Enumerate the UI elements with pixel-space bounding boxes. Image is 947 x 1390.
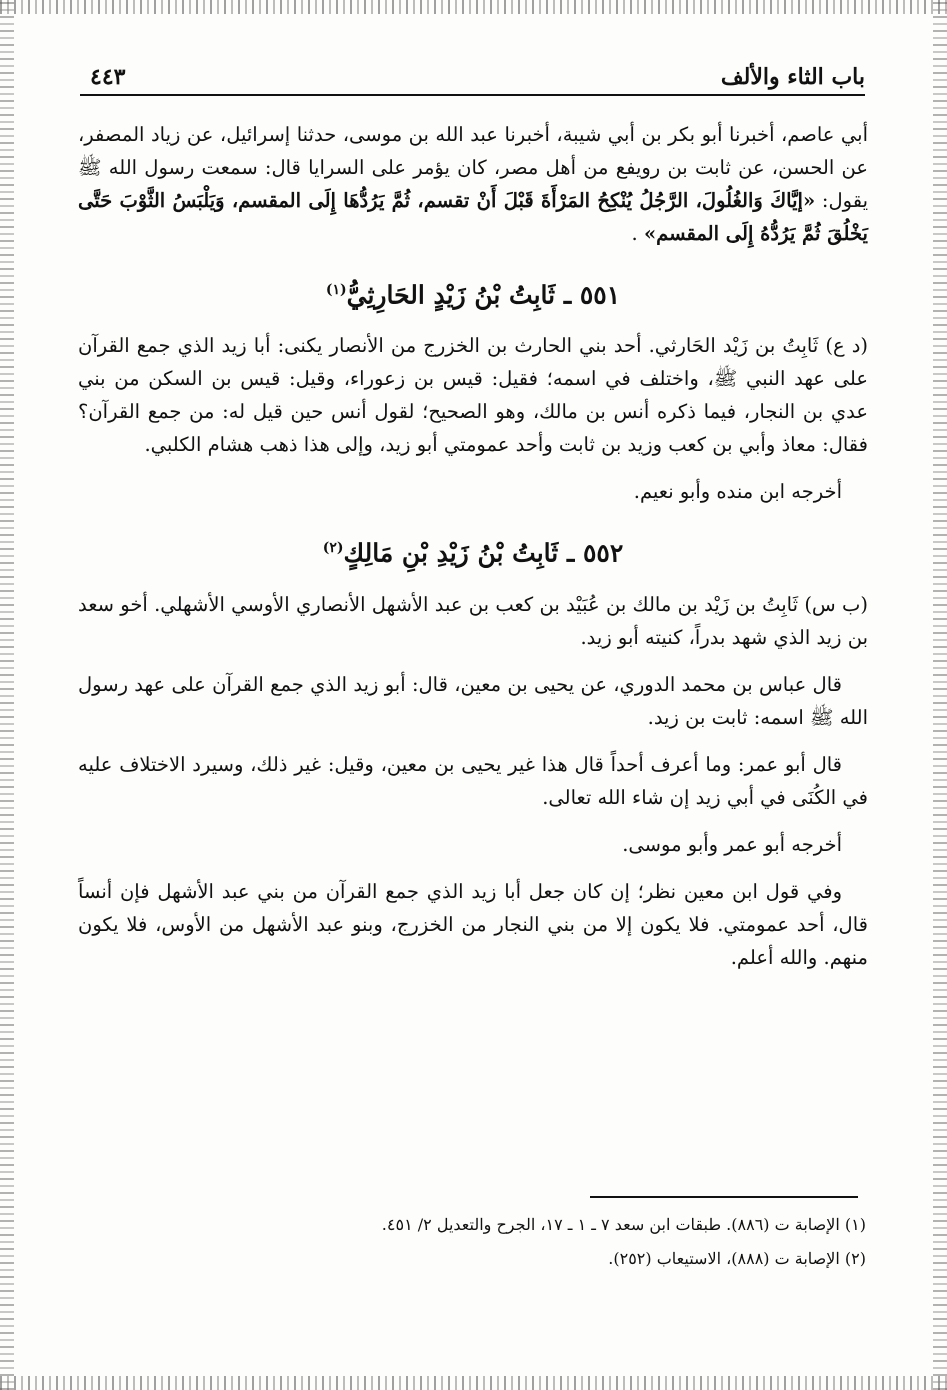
entry-552-paragraph-1: (ب س) ثَابِتُ بن زَيْد بن مالك بن عُبَيْد بن كعب بن عبد الأشهل الأنصاري الأوسي الأشهلي. أخو سعد بن زيد الذي شهد بدراً، كنيته أبو زيد. (78, 592, 868, 649)
entry-552-paragraph-4: وفي قول ابن معين نظر؛ إن كان جعل أبا زيد الذي جمع القرآن من بني عبد الأشهل فإن أنساً قال، أحد عمومتي. فلا يكون إلا من بني النجار من الخزرج، وبنو عبد الأشهل من الأوس، فلا يكون منهم. والله أعلم. (78, 879, 868, 969)
paragraph-1-end: . (631, 222, 638, 245)
footnote-separator (590, 1196, 858, 1198)
ornamental-border-right (933, 0, 947, 1390)
entry-551-title (78, 274, 868, 311)
page-number: ٤٤٣ (90, 64, 126, 90)
ornamental-border-top (0, 0, 947, 14)
entry-552-footnote-ref: (٢) (322, 540, 344, 557)
entry-551-source: أخرجه ابن منده وأبو نعيم. (633, 480, 842, 504)
footnote-2: (٢) الإصابة ت (٨٨٨)، الاستيعاب (٢٥٢). (608, 1249, 866, 1268)
entry-552-title-text: ٥٥٢ ـ ثَابِتُ بْنُ زَيْدِ بْنِ مَالِكٍ (343, 538, 624, 568)
entry-551-paragraph: (د ع) ثَابِتُ بن زَيْد الحَارثي. أحد بني الحارث بن الخزرج من الأنصار يكنى: أبا زيد الذي جمع القرآن على عهد النبي ﷺ، واختلف في اسمه؛ فقيل: قيس بن زعوراء، وقيل: قيس بن السكن من بني عدي بن النجار، فيما ذكره أنس بن مالك، وهو الصحيح؛ لقول أنس حين قيل له: من جمع القرآن؟ فقال: معاذ وأبي بن كعب وزيد بن ثابت وأحد عمومتي أبو زيد، وإلى هذا ذهب هشام الكلبي. (78, 334, 868, 457)
running-title: باب الثاء والألف (720, 64, 865, 90)
page-header (80, 62, 865, 96)
ornamental-border-bottom (0, 1376, 947, 1390)
entry-552-paragraph-2: قال عباس بن محمد الدوري، عن يحيى بن معين، قال: أبو زيد الذي جمع القرآن على عهد رسول الله ﷺ اسمه: ثابت بن زيد. (78, 672, 868, 729)
entry-551-title-text: ٥٥١ ـ ثَابِتُ بْنُ زَيْدٍ الحَارِثِيُّ (346, 280, 621, 310)
main-text (78, 118, 868, 974)
ornamental-border-left (0, 0, 14, 1390)
entry-552-title (78, 532, 868, 569)
paragraph-1 (78, 118, 868, 250)
paragraph-1-text: أبي عاصم، أخبرنا أبو بكر بن أبي شيبة، أخبرنا عبد الله بن موسى، حدثنا إسرائيل، عن زياد المصفر، عن الحسن، عن ثابت بن رويفع من أهل مصر، كان يؤمر على السرايا قال: سمعت رسول الله ﷺ يقول: (78, 123, 868, 212)
footnote-1: (١) الإصابة ت (٨٨٦). طبقات ابن سعد ٧ ـ ١ ـ ١٧، الجرح والتعديل ٢/ ٤٥١. (381, 1215, 866, 1234)
entry-552-paragraph-3: قال أبو عمر: وما أعرف أحداً قال هذا غير يحيى بن معين، وقيل: غير ذلك، وسيرد الاختلاف عليه في الكُنَى في أبي زيد إن شاء الله تعالى. (78, 752, 868, 809)
entry-551-footnote-ref: (١) (325, 282, 347, 298)
footnotes (78, 1208, 866, 1276)
hadith-quote: «إيَّاكَ وَالغُلُولَ، الرَّجُلُ يُنْكِحُ المَرْأَةَ قَبْلَ أَنْ تقسم، ثُمَّ يَرُدُّهَا إِلَى المقسم، وَيَلْبَسُ الثَّوْبَ حَتَّى يَخْلُقَ ثُمَّ يَرُدُّهُ إِلَى المقسم» (78, 189, 868, 245)
entry-552-source: أخرجه أبو عمر وأبو موسى. (622, 832, 842, 856)
